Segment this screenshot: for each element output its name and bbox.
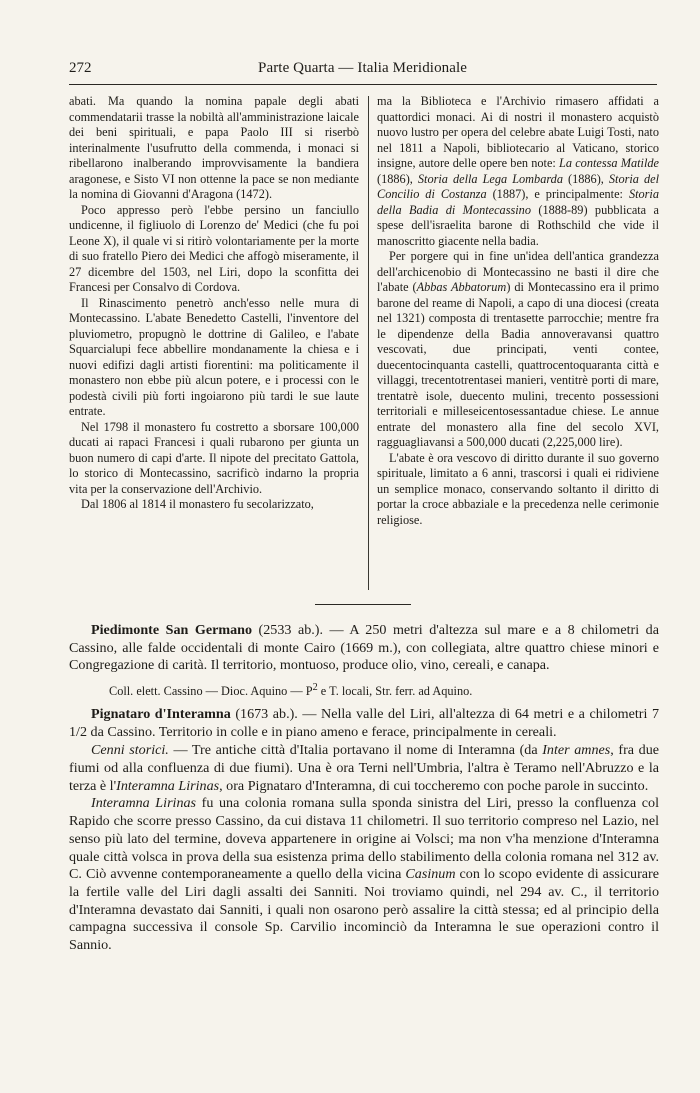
text-span: (1888-89) pubblicata a spese dell'israelita barone di Rothschild che vide il manoscritto giacente nella badia. <box>377 202 659 248</box>
superscript: 2 <box>312 682 318 694</box>
place-name: Pignataro d'Interamna <box>91 705 231 722</box>
fraction: 1/2 <box>69 723 88 740</box>
right-paragraph-3: L'abate è ora vescovo di diritto durante il suo governo spirituale, limitato a 6 anni, trascorsi i quali ei ridiviene un semplice monaco, conservando soltanto il diritto di portar la croce abbaziale e la precedenza nelle cerimonie religiose. <box>377 450 659 527</box>
right-paragraph-1 <box>377 94 659 249</box>
text-span: — Tre antiche città d'Italia portavano il nome di Interamna (da <box>168 742 543 759</box>
column-divider <box>368 96 369 590</box>
page-number: 272 <box>69 60 92 76</box>
text-span: con lo scopo evidente di assicurare la fertile valle del Liri dagli assalti dei Sanniti. Noi troviamo quindi, nel 294 av. C., il territorio d'Interamna devastato dai Sanniti, i quali non osarono però assalire la città stessa; ed al principio della campagna successiva il console Sp. Carvilio incominciò da Interamna le sue operazioni contro il Sannio. <box>69 866 659 954</box>
left-paragraph-5: Dal 1806 al 1814 il monastero fu secolarizzato, <box>81 497 314 511</box>
section-separator <box>315 604 411 605</box>
text-span: Per porgere qui in fine un'idea dell'antica grandezza dell'archicenobio di Montecassino ne basti il dire che l'abate ( <box>377 249 659 294</box>
entry-meta-piedimonte <box>69 679 659 701</box>
latin-name: Interamna Lirinas <box>116 777 220 794</box>
text-span: da Cassino. Territorio in colle e in piano ameno e ferace, principalmente in cereali. <box>87 723 557 740</box>
text-span: (1886), <box>377 171 418 186</box>
text-span: Coll. elett. Cassino — Dioc. Aquino — P <box>109 684 313 699</box>
left-column <box>69 94 359 513</box>
left-paragraph-2: Poco appresso però l'ebbe persino un fanciullo undicenne, il figliuolo di Lorenzo de' Medici (che fu poi Leone X), il quale vi si ritirò volontariamente per la morte di suo fratello Piero dei Medici che affogò miseramente, il 27 dicembre del 1503, nel Liri, dopo la sconfitta dei Francesi per Consalvo di Cordova. <box>69 202 359 294</box>
work-title: Storia del Concilio di Costanza <box>377 171 659 201</box>
latin-name: Casinum <box>405 866 456 883</box>
text-span: ) di Montecassino era il primo barone del reame di Napoli, a capo di una diocesi (creata nel 1321) composta di trentasette parrocchie; mentre fra le dipendenze della Badia annoveravansi quattro vescovati, due principati, venti contee, duecentocinquanta castelli, quattrocentoquaranta città e villaggi, trecentotrentasei manieri, ventitrè porti di mare, trentatrè isole, duecento mulini, trecento possessioni territoriali e milleseicentosessantadue chiese. Le annue entrate del monastero alla fine del secolo XVI, ragguagliavansi a 500,000 ducati (2,225,000 lire). <box>377 280 659 449</box>
header-rule <box>69 84 657 85</box>
left-paragraph-4: Nel 1798 il monastero fu costretto a sborsare 100,000 ducati ai rapaci Francesi i quali rubarono per giunta un buon numero di capi d'arte. Il nipote del precitato Gattola, lo storico di Montecassino, sacrificò indarno la propria vita per la conservazione dell'Archivio. <box>69 419 359 496</box>
text-span: (2533 ab.). — A 250 metri d'altezza sul mare e a 8 chilometri da Cassino, alle falde occidentali di monte Cairo (1669 m.), con collegiata, altre quattro chiese minori e Congregazione di carità. Il territorio, montuoso, produce olio, vino, cereali, e canapa. <box>69 622 659 674</box>
place-name: Piedimonte San Germano <box>91 622 253 638</box>
work-title: Storia della Lega Lombarda <box>417 171 563 186</box>
text-span: , ora Pignataro d'Interamna, di cui toccheremo con poche parole in succinto. <box>219 777 649 794</box>
latin-title: Abbas Abbatorum <box>416 280 507 294</box>
text-span: (1887), e principalmente: <box>486 187 629 201</box>
right-column <box>377 94 659 528</box>
left-paragraph-3: Il Rinascimento penetrò anch'esso nelle mura di Montecassino. L'abate Benedetto Castelli, l'inventore del pluviometro, propugnò le dottrine di Galileo, e l'abate Squarcialupi fece abbellire mondanamente la chiesa e i nuovi edifizi dagli artisti fiorentini: ma politicamente il monastero non ebbe più alcun potere, e i processi con le podestà civili più forti ingoiarono più tardi le sue laute entrate. <box>69 295 359 418</box>
right-paragraph-2 <box>377 249 659 451</box>
text-span: (1673 ab.). — Nella valle del Liri, all'altezza di 64 metri e a chilometri 7 <box>230 705 659 722</box>
cenni-storici-paragraph <box>69 742 659 795</box>
left-paragraph-1: abati. Ma quando la nomina papale degli abati commendatarii trasse la nobiltà all'amministrazione laicale dei beni spirituali, e papa Paolo III si riserbò interinalmente l'usufrutto della commenda, i monaci si ribellarono inalberando improvvisamente la bandiera aragonese, e Sisto VI non ottenne la pace se non mediante la nomina di Giovanni d'Aragona (1472). <box>69 94 359 201</box>
work-title: La contessa Matilde <box>559 156 659 170</box>
latin-phrase: Inter amnes <box>542 742 611 759</box>
section-label: Cenni storici. <box>91 742 169 759</box>
work-title: Storia della Badia di Montecassino <box>377 187 660 217</box>
interamna-paragraph <box>69 795 659 954</box>
text-span: ma la Biblioteca e l'Archivio rimasero affidati a quattordici monaci. Ai di nostri il monastero acquistò nuovo lustro per opera del celebre abate Luigi Tosti, nato nel 1811 a Napoli, bibliotecario al Vaticano, storico insigne, autore delle opere ben note: <box>377 94 659 170</box>
text-span: fu una colonia romana sulla sponda sinistra del Liri, presso la confluenza col Rapido che scorre presso Cassino, da cui distava 11 chilometri. Il suo territorio compreso nel Lazio, nel senso più lato del termine, doveva appartenere in origine ai Volsci; ma non v'ha menzione d'Interamna quale città volsca in prova della sua esistenza prima dello stabilimento della colonia romana nel 312 av. C. Ciò avvenne contemporaneamente a quello della vicina <box>69 795 659 883</box>
text-span: (1886), <box>562 171 609 186</box>
running-head: Parte Quarta — Italia Meridionale <box>258 60 468 76</box>
main-text <box>69 622 659 955</box>
entry-piedimonte <box>69 622 659 675</box>
entry-pignataro <box>69 706 659 741</box>
latin-name: Interamna Lirinas <box>91 795 197 812</box>
text-span: e T. locali, Str. ferr. ad Aquino. <box>317 684 473 699</box>
text-span: , fra due fiumi od alla confluenza di due fiumi). Una è ora Terni nell'Umbria, l'altra è Teramo nell'Abruzzo e la terza è l' <box>69 742 659 794</box>
